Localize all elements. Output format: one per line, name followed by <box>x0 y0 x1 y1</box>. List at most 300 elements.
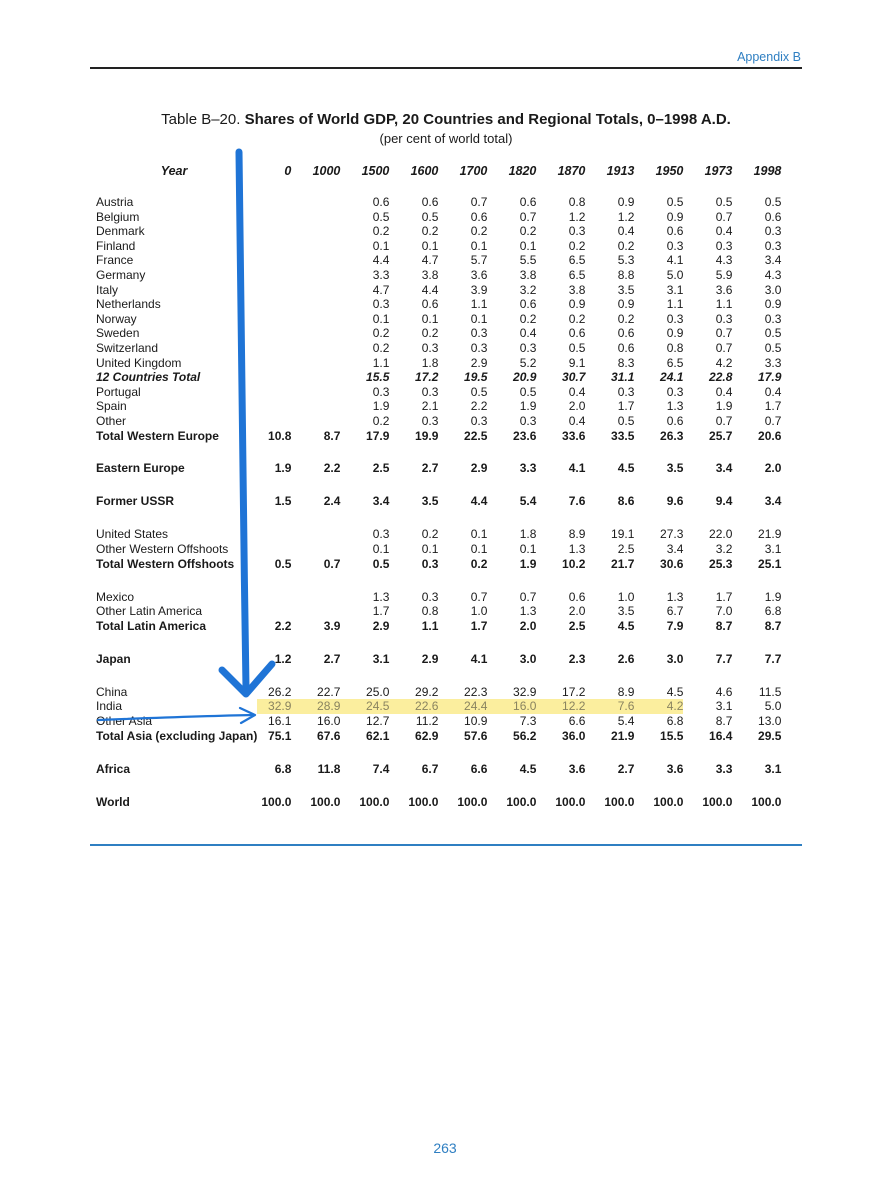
value-cell: 0.2 <box>470 224 488 239</box>
value-cell: 25.1 <box>758 556 782 571</box>
value-cell: 0.3 <box>568 224 586 239</box>
value-cell: 24.1 <box>660 370 684 385</box>
value-cell: 0.1 <box>470 542 488 557</box>
year-header-1913: 1913 <box>606 163 635 178</box>
row-label: Other Latin America <box>96 604 203 619</box>
value-cell: 21.9 <box>758 527 782 542</box>
value-cell: 0.6 <box>568 589 586 604</box>
section-label: Appendix B <box>737 50 801 64</box>
row-label: Mexico <box>96 589 135 604</box>
year-header-1500: 1500 <box>361 163 390 178</box>
value-cell: 16.0 <box>487 699 536 714</box>
value-cell: 4.5 <box>666 684 684 699</box>
value-cell: 1.1 <box>421 618 439 633</box>
value-cell: 3.2 <box>519 282 537 297</box>
value-cell: 1.3 <box>666 589 684 604</box>
value-cell: 1.2 <box>568 209 586 224</box>
value-cell: 0.3 <box>421 556 439 571</box>
value-cell: 4.5 <box>519 761 537 776</box>
value-cell: 0.9 <box>617 195 635 209</box>
value-cell: 2.0 <box>764 461 782 476</box>
value-cell: 75.1 <box>268 728 292 743</box>
value-cell: 67.6 <box>317 728 341 743</box>
value-cell: 0.7 <box>470 589 488 604</box>
value-cell: 62.9 <box>415 728 439 743</box>
value-cell: 2.7 <box>617 761 635 776</box>
value-cell: 0.8 <box>666 340 684 355</box>
year-header-1700: 1700 <box>459 163 488 178</box>
row-label: World <box>96 794 130 809</box>
value-cell: 0.5 <box>666 195 684 209</box>
value-cell: 3.4 <box>666 542 684 557</box>
value-cell: 20.6 <box>758 428 782 443</box>
value-cell: 22.8 <box>709 370 733 385</box>
year-header-1820: 1820 <box>508 163 537 178</box>
value-cell: 7.4 <box>372 761 390 776</box>
value-cell: 0.2 <box>617 311 635 326</box>
value-cell: 6.5 <box>568 253 586 268</box>
value-cell: 0.6 <box>372 195 390 209</box>
value-cell: 0.5 <box>617 413 635 428</box>
row-label: Total Western Offshoots <box>96 556 235 571</box>
row-label: Portugal <box>96 384 141 399</box>
value-cell: 2.7 <box>421 461 439 476</box>
value-cell: 0.4 <box>568 384 586 399</box>
value-cell: 0.2 <box>372 224 390 239</box>
value-cell: 1.1 <box>470 297 488 312</box>
value-cell: 100.0 <box>261 794 292 809</box>
value-cell: 7.6 <box>568 494 586 509</box>
value-cell: 7.6 <box>585 699 634 714</box>
value-cell: 4.4 <box>421 282 439 297</box>
year-header-1000: 1000 <box>312 163 341 178</box>
value-cell: 10.9 <box>464 713 488 728</box>
value-cell: 0.4 <box>715 224 733 239</box>
value-cell: 16.0 <box>317 713 341 728</box>
value-cell: 5.2 <box>519 355 537 370</box>
value-cell: 1.1 <box>715 297 733 312</box>
value-cell: 0.1 <box>470 311 488 326</box>
row-label: Total Western Europe <box>96 428 219 443</box>
value-cell: 8.7 <box>715 713 733 728</box>
row-label: Belgium <box>96 209 140 224</box>
value-cell: 0.1 <box>372 542 390 557</box>
value-cell: 100.0 <box>751 794 782 809</box>
value-cell: 100.0 <box>604 794 635 809</box>
value-cell: 2.4 <box>323 494 341 509</box>
value-cell: 22.5 <box>464 428 488 443</box>
value-cell: 1.7 <box>715 589 733 604</box>
value-cell: 0.5 <box>519 384 537 399</box>
value-cell: 3.1 <box>666 282 684 297</box>
value-cell: 15.5 <box>660 728 684 743</box>
value-cell: 11.5 <box>758 684 782 699</box>
value-cell: 0.7 <box>715 209 733 224</box>
value-cell: 0.9 <box>568 297 586 312</box>
value-cell: 22.6 <box>389 699 438 714</box>
value-cell: 0.3 <box>372 527 390 542</box>
value-cell: 22.3 <box>464 684 488 699</box>
value-cell: 1.0 <box>470 604 488 619</box>
value-cell: 2.2 <box>323 461 341 476</box>
value-cell: 4.4 <box>372 253 390 268</box>
value-cell: 3.4 <box>764 494 782 509</box>
value-cell: 3.5 <box>617 282 635 297</box>
value-cell: 6.8 <box>666 713 684 728</box>
value-cell: 100.0 <box>310 794 341 809</box>
value-cell: 4.6 <box>715 684 733 699</box>
value-cell: 3.4 <box>715 461 733 476</box>
value-cell: 3.0 <box>764 282 782 297</box>
value-cell: 6.5 <box>568 267 586 282</box>
value-cell: 1.9 <box>372 399 390 414</box>
value-cell: 3.6 <box>470 267 488 282</box>
value-cell: 6.8 <box>274 761 292 776</box>
value-cell: 0.4 <box>715 384 733 399</box>
value-cell: 0.7 <box>323 556 341 571</box>
row-label: Italy <box>96 282 119 297</box>
value-cell: 29.5 <box>758 728 782 743</box>
value-cell: 1.7 <box>372 604 390 619</box>
value-cell: 0.7 <box>715 413 733 428</box>
value-cell: 1.1 <box>372 355 390 370</box>
value-cell: 1.8 <box>421 355 439 370</box>
value-cell: 0.5 <box>715 195 733 209</box>
value-cell: 0.2 <box>421 527 439 542</box>
value-cell: 100.0 <box>702 794 733 809</box>
value-cell: 0.9 <box>666 326 684 341</box>
value-cell: 100.0 <box>457 794 488 809</box>
value-cell: 2.0 <box>568 604 586 619</box>
value-cell: 3.4 <box>372 494 390 509</box>
value-cell: 7.0 <box>715 604 733 619</box>
value-cell: 19.9 <box>415 428 439 443</box>
value-cell: 8.7 <box>764 618 782 633</box>
value-cell: 0.2 <box>421 326 439 341</box>
value-cell: 8.8 <box>617 267 635 282</box>
value-cell: 24.4 <box>438 699 487 714</box>
value-cell: 2.2 <box>274 618 292 633</box>
value-cell: 8.9 <box>568 527 586 542</box>
value-cell: 0.2 <box>519 224 537 239</box>
row-label: Total Asia (excluding Japan) <box>96 728 258 743</box>
value-cell: 0.9 <box>764 297 782 312</box>
value-cell: 0.3 <box>715 311 733 326</box>
value-cell: 0.3 <box>421 384 439 399</box>
value-cell: 0.3 <box>470 340 488 355</box>
value-cell: 2.0 <box>568 399 586 414</box>
value-cell: 8.7 <box>715 618 733 633</box>
value-cell: 2.1 <box>421 399 439 414</box>
value-cell: 6.5 <box>666 355 684 370</box>
value-cell: 26.2 <box>268 684 292 699</box>
value-cell: 5.5 <box>519 253 537 268</box>
value-cell: 0.4 <box>764 384 782 399</box>
value-cell: 7.7 <box>715 651 733 666</box>
value-cell: 0.1 <box>372 311 390 326</box>
table-title-prefix: Table B–20. <box>161 111 241 128</box>
value-cell: 0.5 <box>274 556 292 571</box>
value-cell: 0.1 <box>470 527 488 542</box>
row-label: Netherlands <box>96 297 161 312</box>
value-cell: 32.9 <box>513 684 537 699</box>
row-label: Germany <box>96 267 146 282</box>
value-cell: 17.2 <box>415 370 439 385</box>
value-cell: 0.6 <box>421 297 439 312</box>
value-cell: 3.5 <box>666 461 684 476</box>
value-cell: 0.4 <box>519 326 537 341</box>
year-header-1870: 1870 <box>557 163 586 178</box>
value-cell: 33.5 <box>611 428 635 443</box>
value-cell: 0.5 <box>764 326 782 341</box>
value-cell: 0.6 <box>666 413 684 428</box>
value-cell: 0.2 <box>372 326 390 341</box>
value-cell: 36.0 <box>562 728 586 743</box>
value-cell: 0.9 <box>666 209 684 224</box>
value-cell: 0.1 <box>519 238 537 253</box>
value-cell: 3.6 <box>715 282 733 297</box>
value-cell: 3.1 <box>372 651 390 666</box>
value-cell: 1.7 <box>470 618 488 633</box>
row-label: France <box>96 253 134 268</box>
value-cell: 3.1 <box>764 761 782 776</box>
value-cell: 19.1 <box>611 527 635 542</box>
value-cell: 1.2 <box>274 651 292 666</box>
value-cell: 0.1 <box>519 542 537 557</box>
value-cell: 0.5 <box>421 209 439 224</box>
value-cell: 0.5 <box>372 209 390 224</box>
value-cell: 5.0 <box>666 267 684 282</box>
value-cell: 3.8 <box>421 267 439 282</box>
page-number: 263 <box>433 1140 457 1156</box>
value-cell: 23.6 <box>513 428 537 443</box>
value-cell: 6.6 <box>568 713 586 728</box>
value-cell: 0.3 <box>764 238 782 253</box>
value-cell: 0.5 <box>764 195 782 209</box>
value-cell: 100.0 <box>408 794 439 809</box>
value-cell: 0.6 <box>568 326 586 341</box>
value-cell: 11.8 <box>317 761 341 776</box>
value-cell: 1.1 <box>666 297 684 312</box>
value-cell: 3.8 <box>568 282 586 297</box>
value-cell: 0.7 <box>764 413 782 428</box>
value-cell: 0.2 <box>421 224 439 239</box>
value-cell: 5.0 <box>764 699 782 714</box>
value-cell: 9.1 <box>568 355 586 370</box>
value-cell: 0.4 <box>617 224 635 239</box>
value-cell: 0.3 <box>421 340 439 355</box>
value-cell: 1.9 <box>764 589 782 604</box>
value-cell: 0.3 <box>372 297 390 312</box>
value-cell: 2.5 <box>568 618 586 633</box>
value-cell: 0.8 <box>568 195 586 209</box>
value-cell: 11.2 <box>415 713 439 728</box>
value-cell: 26.3 <box>660 428 684 443</box>
value-cell: 0.2 <box>568 238 586 253</box>
value-cell: 5.7 <box>470 253 488 268</box>
value-cell: 22.7 <box>317 684 341 699</box>
value-cell: 4.1 <box>666 253 684 268</box>
value-cell: 0.1 <box>421 542 439 557</box>
value-cell: 0.6 <box>470 209 488 224</box>
value-cell: 5.4 <box>617 713 635 728</box>
value-cell: 1.8 <box>519 527 537 542</box>
row-label: Switzerland <box>96 340 159 355</box>
row-label: Finland <box>96 238 136 253</box>
row-label: Other <box>96 413 127 428</box>
value-cell: 2.3 <box>568 651 586 666</box>
value-cell: 3.1 <box>764 542 782 557</box>
value-cell: 3.6 <box>568 761 586 776</box>
year-header-0: 0 <box>284 163 292 178</box>
value-cell: 3.3 <box>519 461 537 476</box>
value-cell: 0.2 <box>470 556 488 571</box>
value-cell: 100.0 <box>506 794 537 809</box>
value-cell: 3.2 <box>715 542 733 557</box>
value-cell: 7.9 <box>666 618 684 633</box>
value-cell: 62.1 <box>366 728 390 743</box>
value-cell: 32.9 <box>257 699 291 714</box>
row-label: Total Latin America <box>96 618 207 633</box>
value-cell: 0.3 <box>519 340 537 355</box>
value-cell: 0.3 <box>421 413 439 428</box>
value-cell: 3.9 <box>470 282 488 297</box>
value-cell: 21.9 <box>611 728 635 743</box>
value-cell: 0.7 <box>715 326 733 341</box>
value-cell: 8.3 <box>617 355 635 370</box>
value-cell: 1.3 <box>372 589 390 604</box>
value-cell: 30.6 <box>660 556 684 571</box>
value-cell: 0.3 <box>764 311 782 326</box>
row-label: 12 Countries Total <box>96 370 201 385</box>
value-cell: 0.9 <box>617 297 635 312</box>
value-cell: 0.6 <box>764 209 782 224</box>
value-cell: 0.3 <box>372 384 390 399</box>
value-cell: 22.0 <box>709 527 733 542</box>
value-cell: 5.4 <box>519 494 537 509</box>
value-cell: 56.2 <box>513 728 537 743</box>
value-cell: 28.9 <box>291 699 340 714</box>
value-cell: 6.6 <box>470 761 488 776</box>
value-cell: 2.9 <box>372 618 390 633</box>
value-cell: 1.7 <box>617 399 635 414</box>
value-cell: 3.4 <box>764 253 782 268</box>
row-label: Norway <box>96 311 137 326</box>
row-label: Other Asia <box>96 713 153 728</box>
value-cell: 1.9 <box>715 399 733 414</box>
year-header-1973: 1973 <box>704 163 733 178</box>
value-cell: 4.2 <box>715 355 733 370</box>
value-cell: 17.9 <box>366 428 390 443</box>
row-label: Former USSR <box>96 494 175 509</box>
row-label: Eastern Europe <box>96 461 185 476</box>
value-cell: 0.7 <box>519 589 537 604</box>
value-cell: 25.7 <box>709 428 733 443</box>
value-cell: 0.5 <box>568 340 586 355</box>
value-cell: 0.1 <box>470 238 488 253</box>
row-label: Denmark <box>96 224 145 239</box>
value-cell: 1.3 <box>519 604 537 619</box>
value-cell: 7.3 <box>519 713 537 728</box>
year-header: Year <box>160 163 188 178</box>
value-cell: 0.1 <box>421 311 439 326</box>
value-cell: 0.8 <box>421 604 439 619</box>
value-cell: 7.7 <box>764 651 782 666</box>
value-cell: 8.9 <box>617 684 635 699</box>
row-label: United States <box>96 527 169 542</box>
value-cell: 0.1 <box>421 238 439 253</box>
value-cell: 4.5 <box>617 461 635 476</box>
value-cell: 0.2 <box>617 238 635 253</box>
value-cell: 2.6 <box>617 651 635 666</box>
value-cell: 6.8 <box>764 604 782 619</box>
value-cell: 1.0 <box>617 589 635 604</box>
value-cell: 0.7 <box>470 195 488 209</box>
value-cell: 1.9 <box>519 556 537 571</box>
value-cell: 2.7 <box>323 651 341 666</box>
value-cell: 0.3 <box>519 413 537 428</box>
row-label: Africa <box>96 761 131 776</box>
value-cell: 1.9 <box>519 399 537 414</box>
row-label: Japan <box>96 651 131 666</box>
value-cell: 30.7 <box>562 370 586 385</box>
value-cell: 9.6 <box>666 494 684 509</box>
value-cell: 3.5 <box>421 494 439 509</box>
value-cell: 0.6 <box>617 326 635 341</box>
value-cell: 0.2 <box>372 340 390 355</box>
row-label: Other Western Offshoots <box>96 542 229 557</box>
value-cell: 0.3 <box>715 238 733 253</box>
value-cell: 4.3 <box>715 253 733 268</box>
value-cell: 4.7 <box>372 282 390 297</box>
value-cell: 0.3 <box>764 224 782 239</box>
value-cell: 6.7 <box>421 761 439 776</box>
row-label: Spain <box>96 399 127 414</box>
value-cell: 25.0 <box>366 684 390 699</box>
value-cell: 9.4 <box>715 494 733 509</box>
value-cell: 25.3 <box>709 556 733 571</box>
year-header-1998: 1998 <box>753 163 782 178</box>
value-cell: 100.0 <box>555 794 586 809</box>
down-arrow <box>222 152 272 694</box>
value-cell: 19.5 <box>464 370 488 385</box>
value-cell: 16.4 <box>709 728 733 743</box>
value-cell: 100.0 <box>359 794 390 809</box>
value-cell: 10.2 <box>562 556 586 571</box>
value-cell: 4.3 <box>764 267 782 282</box>
row-label: China <box>96 684 128 699</box>
value-cell: 15.5 <box>366 370 390 385</box>
value-cell: 3.3 <box>764 355 782 370</box>
value-cell: 0.7 <box>715 340 733 355</box>
value-cell: 2.9 <box>470 461 488 476</box>
value-cell: 100.0 <box>653 794 684 809</box>
value-cell: 0.6 <box>519 195 537 209</box>
value-cell: 3.5 <box>617 604 635 619</box>
right-arrow <box>98 708 255 723</box>
value-cell: 21.7 <box>611 556 635 571</box>
value-cell: 20.9 <box>513 370 537 385</box>
value-cell: 0.3 <box>470 326 488 341</box>
value-cell: 1.3 <box>568 542 586 557</box>
value-cell: 2.5 <box>617 542 635 557</box>
value-cell: 0.7 <box>519 209 537 224</box>
value-cell: 3.8 <box>519 267 537 282</box>
value-cell: 0.5 <box>470 384 488 399</box>
value-cell: 0.3 <box>666 311 684 326</box>
value-cell: 24.5 <box>340 699 389 714</box>
row-label: Sweden <box>96 326 140 341</box>
